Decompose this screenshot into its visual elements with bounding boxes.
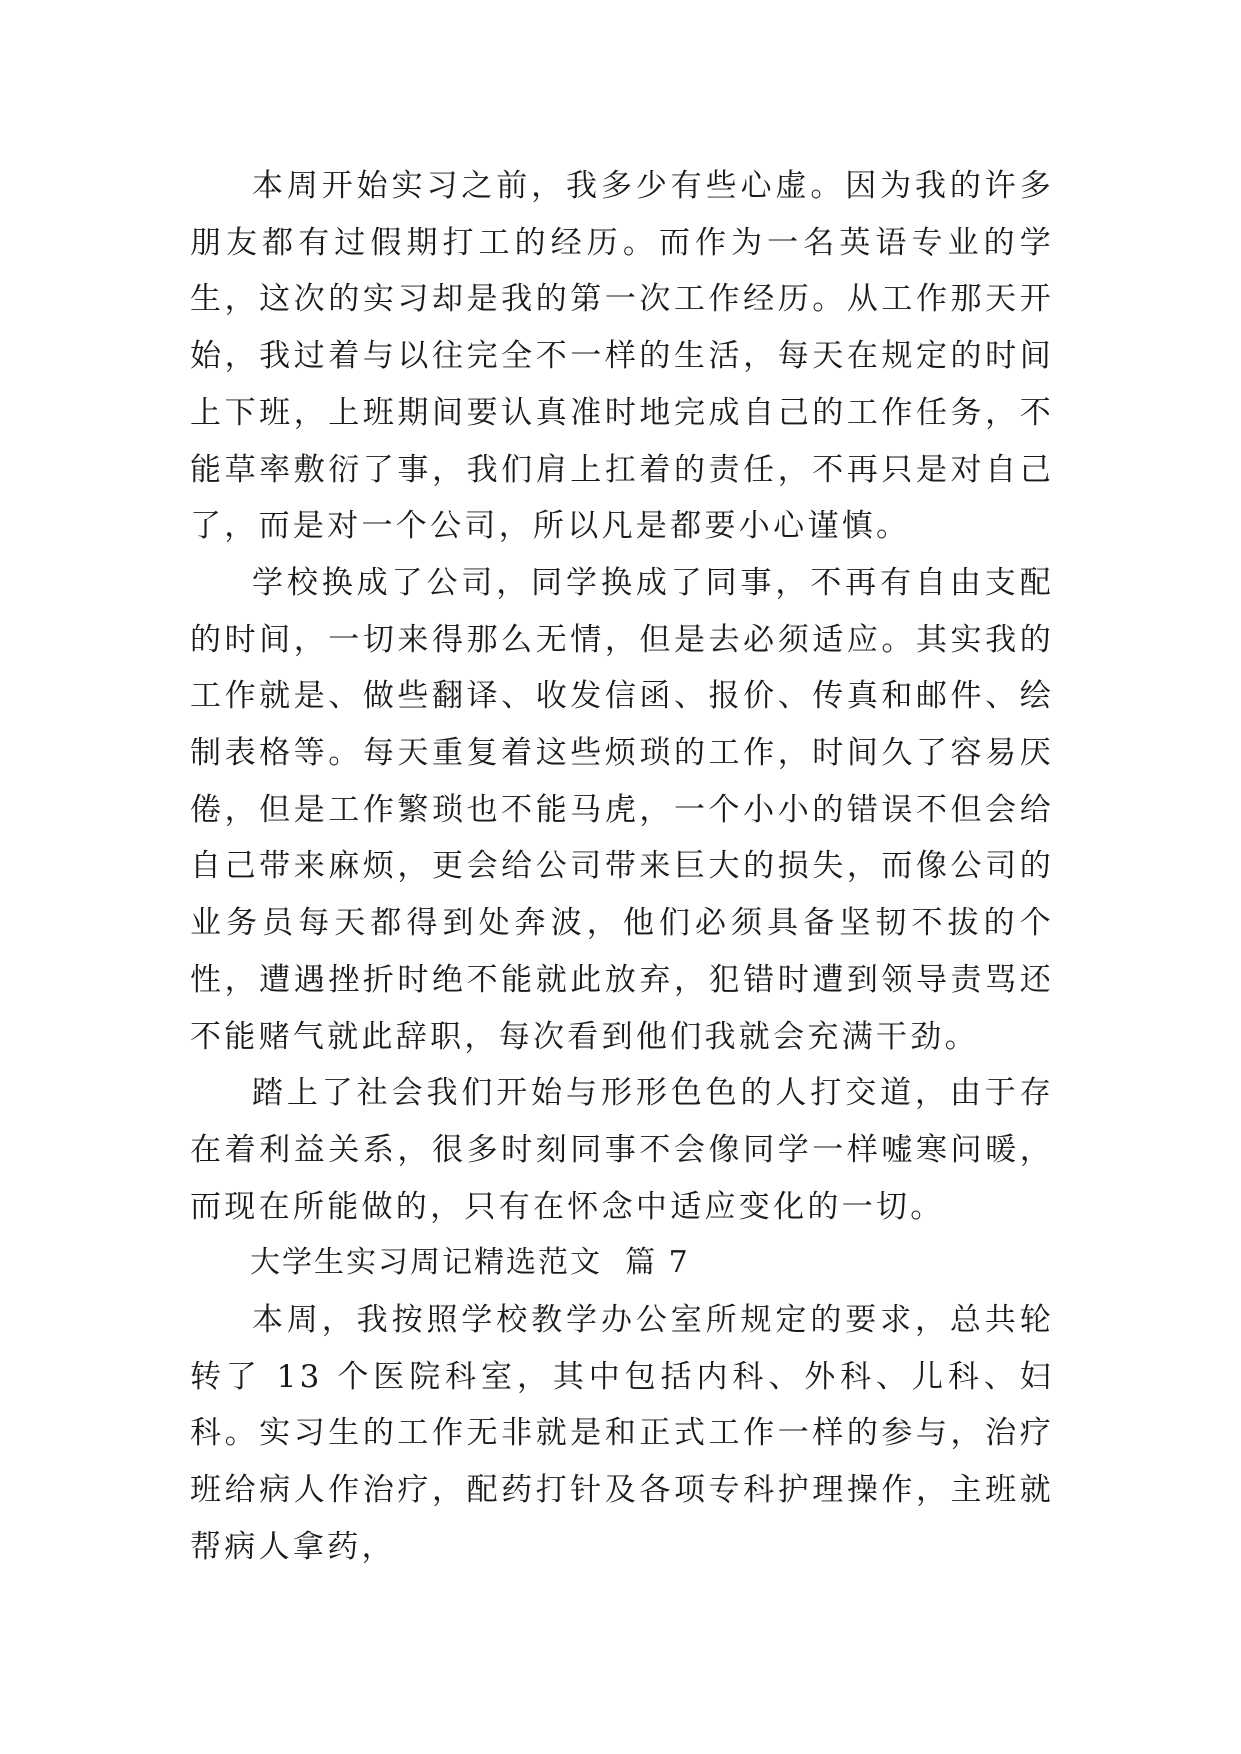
paragraph-1: 本周开始实习之前，我多少有些心虚。因为我的许多朋友都有过假期打工的经历。而作为一名英语专业的学生，这次的实习却是我的第一次工作经历。从工作那天开始，我过着与以往完全不一样的生活，每天在规定的时间上下班，上班期间要认真准时地完成自己的工作任务，不能草率敷衍了事，我们肩上扛着的责任，不再只是对自己了，而是对一个公司，所以凡是都要小心谨慎。 [190,168,1054,545]
paragraph-4: 本周，我按照学校教学办公室所规定的要求，总共轮转了 13 个医院科室，其中包括内科、外科、儿科、妇科。实习生的工作无非就是和正式工作一样的参与，治疗班给病人作治疗，配药打针及各项专科护理操作，主班就帮病人拿药， [190,1302,1054,1565]
paragraph-3: 踏上了社会我们开始与形形色色的人打交道，由于存在着利益关系，很多时刻同事不会像同学一样嘘寒问暖，而现在所能做的，只有在怀念中适应变化的一切。 [190,1075,1054,1225]
section-heading: 大学生实习周记精选范文 篇 7 [250,1245,690,1281]
document-body [190,158,1054,1576]
paragraph-2: 学校换成了公司，同学换成了同事，不再有自由支配的时间，一切来得那么无情，但是去必须适应。其实我的工作就是、做些翻译、收发信函、报价、传真和邮件、绘制表格等。每天重复着这些烦琐的工作，时间久了容易厌倦，但是工作繁琐也不能马虎，一个小小的错误不但会给自己带来麻烦，更会给公司带来巨大的损失，而像公司的业务员每天都得到处奔波，他们必须具备坚韧不拔的个性，遭遇挫折时绝不能就此放弃，犯错时遭到领导责骂还不能赌气就此辞职，每次看到他们我就会充满干劲。 [190,564,1054,1055]
